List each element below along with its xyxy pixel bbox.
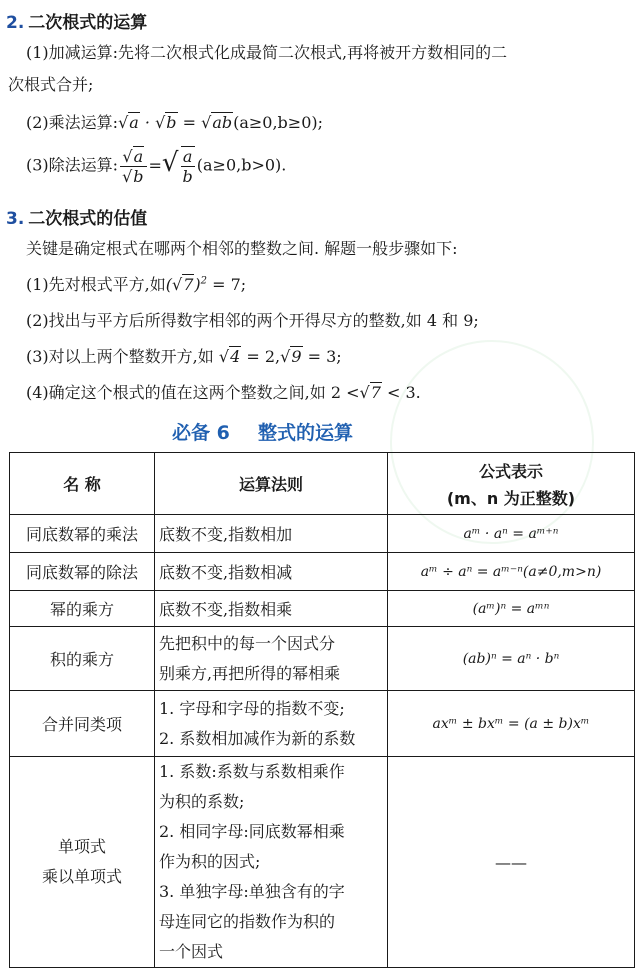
header-rule: 运算法则 (155, 453, 388, 515)
row-6-rule-line-5: 3. 单独字母:单独含有的字 (159, 882, 345, 901)
table-header-row (10, 453, 635, 515)
step-1-result: = 7; (212, 275, 247, 294)
header-formula-line-2: (m、n 为正整数) (446, 488, 576, 508)
quotient-rule-formula: $\frac{√a}{√b}$ =√ $\frac{a}{b}$ (122, 146, 193, 186)
row-3-formula: (aᵐ)ⁿ = aᵐⁿ (388, 591, 635, 627)
step-1-formula: $(√7)^2$ (165, 275, 208, 294)
section-3-heading (6, 204, 147, 229)
row-1-rule: 底数不变,指数相加 (155, 515, 388, 553)
step-4-formula: √7 (359, 383, 381, 402)
item-2-prefix: (2)乘法运算: (26, 113, 119, 132)
row-2-formula: aᵐ ÷ aⁿ = aᵐ⁻ⁿ(a≠0,m>n) (388, 553, 635, 591)
row-1-formula: aᵐ · aⁿ = aᵐ⁺ⁿ (388, 515, 635, 553)
table-row (10, 553, 635, 591)
table-row (10, 757, 635, 968)
item-3-prefix: (3)除法运算: (26, 155, 119, 175)
section-3-step-4 (26, 380, 421, 403)
row-3-rule: 底数不变,指数相乘 (155, 591, 388, 627)
step-3-text: (3)对以上两个整数开方,如 (26, 347, 214, 366)
section-2-number: 2. (6, 13, 25, 33)
row-1-name: 同底数幂的乘法 (10, 515, 155, 553)
must-know-topic: 整式的运算 (258, 422, 354, 444)
step-4-text: (4)确定这个根式的值在这两个整数之间,如 2 < (26, 383, 360, 402)
row-5-rule-line-2: 2. 系数相加减作为新的系数 (159, 728, 356, 748)
table-row (10, 515, 635, 553)
row-6-rule-line-2: 为积的系数; (159, 792, 245, 811)
section-3-number: 3. (6, 209, 25, 229)
row-4-formula: (ab)ⁿ = aⁿ · bⁿ (388, 627, 635, 691)
section-3-step-2: (2)找出与平方后所得数字相邻的两个开得尽方的整数,如 4 和 9; (26, 311, 479, 330)
must-know-label: 必备 6 (172, 422, 230, 444)
row-4-rule-line-1: 先把积中的每一个因式分 (159, 633, 336, 653)
section-3-title: 二次根式的估值 (28, 209, 148, 229)
table-row (10, 691, 635, 757)
section-3-step-3 (26, 344, 342, 367)
header-formula-line-1: 公式表示 (478, 461, 543, 481)
row-6-formula: —— (388, 757, 635, 968)
item-3-condition: (a≥0,b>0). (196, 155, 287, 175)
section-2-title: 二次根式的运算 (28, 13, 148, 33)
row-6-rule (155, 757, 388, 968)
row-6-rule-line-7: 一个因式 (159, 942, 224, 961)
step-3-result-1: = 2, (246, 347, 281, 366)
row-4-name: 积的乘方 (10, 627, 155, 691)
row-5-name: 合并同类项 (10, 691, 155, 757)
row-4-rule-line-2: 别乘方,再把所得的幂相乘 (159, 663, 341, 683)
section-2-item-3 (26, 146, 286, 186)
step-4-suffix: < 3. (387, 383, 421, 402)
row-5-formula: axᵐ ± bxᵐ = (a ± b)xᵐ (388, 691, 635, 757)
step-3-formula-1: √4 (218, 347, 241, 366)
row-3-name: 幂的乘方 (10, 591, 155, 627)
section-3-step-1 (26, 272, 246, 295)
section-2-item-1-line-2: 次根式合并; (8, 75, 94, 94)
section-2-item-1-line-1: (1)加减运算:先将二次根式化成最简二次根式,再将被开方数相同的二 (26, 43, 508, 62)
row-5-rule-line-1: 1. 字母和字母的指数不变; (159, 698, 345, 718)
row-6-rule-line-4: 作为积的因式; (159, 852, 261, 871)
section-3-intro: 关键是确定根式在哪两个相邻的整数之间. 解题一般步骤如下: (26, 239, 458, 258)
item-2-condition: (a≥0,b≥0); (233, 113, 324, 132)
row-5-rule (155, 691, 388, 757)
row-6-rule-line-1: 1. 系数:系数与系数相乘作 (159, 762, 345, 781)
row-6-rule-line-3: 2. 相同字母:同底数幂相乘 (159, 822, 345, 841)
polynomial-operations-table (9, 452, 635, 968)
row-6-rule-line-6: 母连同它的指数作为积的 (159, 912, 336, 931)
step-1-text: (1)先对根式平方,如 (26, 275, 166, 294)
step-3-result-2: = 3; (307, 347, 342, 366)
step-3-formula-2: √9 (280, 347, 302, 366)
table-row (10, 627, 635, 691)
row-6-name (10, 757, 155, 968)
section-2-item-2 (26, 110, 323, 133)
product-rule-formula: √a · √b = √ab (118, 113, 233, 132)
row-6-name-line-2: 乘以单项式 (41, 867, 122, 886)
header-name: 名 称 (10, 453, 155, 515)
row-6-name-line-1: 单项式 (57, 837, 106, 856)
section-2-heading (6, 8, 147, 33)
table-row (10, 591, 635, 627)
row-4-rule (155, 627, 388, 691)
row-2-rule: 底数不变,指数相减 (155, 553, 388, 591)
header-formula (388, 453, 635, 515)
row-2-name: 同底数幂的除法 (10, 553, 155, 591)
